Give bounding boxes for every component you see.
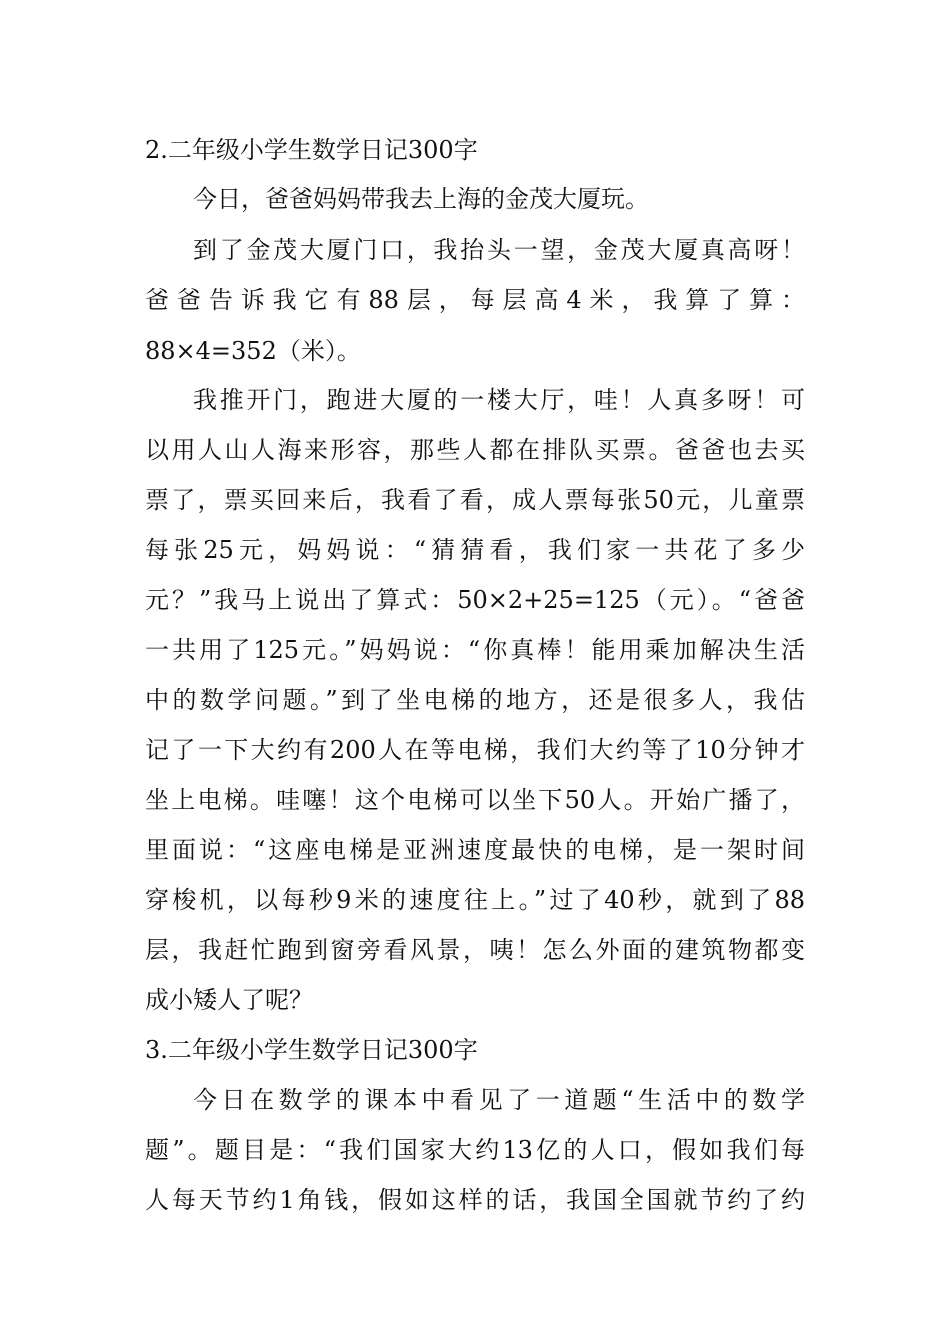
paragraph-line: 爸爸告诉我它有88层，每层高4米，我算了算： [145, 286, 805, 314]
section-heading: 2.二年级小学生数学日记300字 [145, 136, 478, 164]
paragraph-line: 到了金茂大厦门口，我抬头一望，金茂大厦真高呀！ [193, 236, 805, 264]
paragraph-line: 我推开门，跑进大厦的一楼大厅，哇！人真多呀！可 [193, 386, 805, 414]
paragraph-line: 今日在数学的课本中看见了一道题“生活中的数学 [193, 1086, 805, 1114]
paragraph-line: 每张25元，妈妈说：“猜猜看，我们家一共花了多少 [145, 536, 805, 564]
paragraph-line: 88×4=352（米）。 [145, 337, 361, 365]
paragraph-line: 人每天节约1角钱，假如这样的话，我国全国就节约了约 [145, 1186, 805, 1214]
paragraph-line: 坐上电梯。哇噻！这个电梯可以坐下50人。开始广播了， [145, 786, 805, 814]
paragraph-line: 穿梭机，以每秒9米的速度往上。”过了40秒，就到了88 [145, 886, 805, 914]
paragraph-line: 里面说：“这座电梯是亚洲速度最快的电梯，是一架时间 [145, 836, 805, 864]
paragraph-line: 一共用了125元。”妈妈说：“你真棒！能用乘加解决生活 [145, 636, 805, 664]
paragraph-line: 以用人山人海来形容，那些人都在排队买票。爸爸也去买 [145, 436, 805, 464]
paragraph-line: 中的数学问题。”到了坐电梯的地方，还是很多人，我估 [145, 686, 805, 714]
paragraph-line: 题”。题目是：“我们国家大约13亿的人口，假如我们每 [145, 1136, 805, 1164]
section-heading: 3.二年级小学生数学日记300字 [145, 1036, 478, 1064]
paragraph-line: 元？”我马上说出了算式：50×2+25=125（元）。“爸爸 [145, 586, 805, 614]
paragraph-line: 层，我赶忙跑到窗旁看风景，咦！怎么外面的建筑物都变 [145, 936, 805, 964]
paragraph-line: 记了一下大约有200人在等电梯，我们大约等了10分钟才 [145, 736, 805, 764]
paragraph-line: 今日，爸爸妈妈带我去上海的金茂大厦玩。 [193, 185, 649, 213]
paragraph-line: 成小矮人了呢？ [145, 986, 313, 1014]
paragraph-line: 票了，票买回来后，我看了看，成人票每张50元，儿童票 [145, 486, 805, 514]
